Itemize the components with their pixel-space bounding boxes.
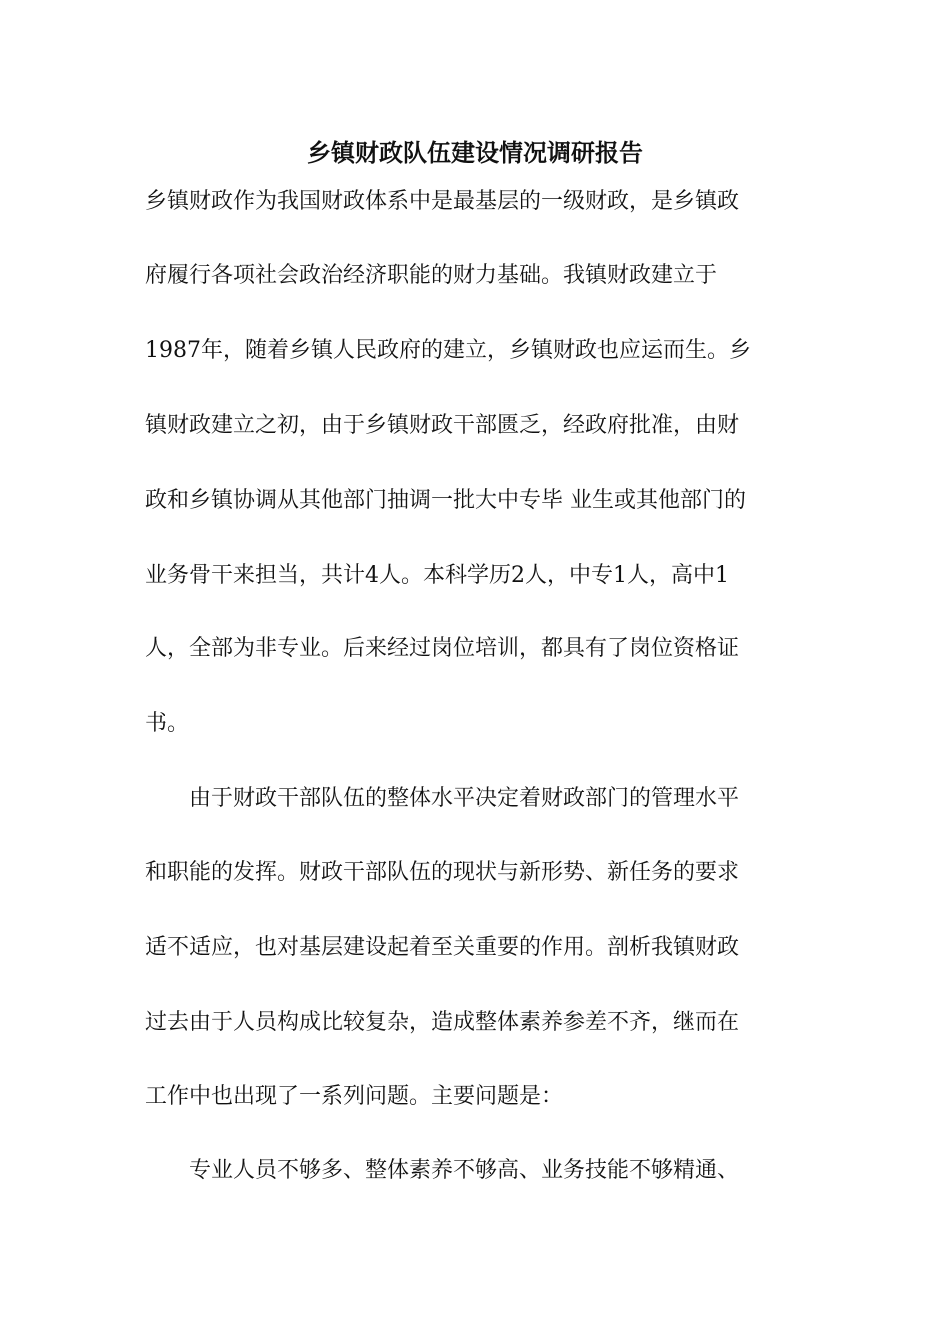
- body-line-3: 1987年，随着乡镇人民政府的建立，乡镇财政也应运而生。乡: [145, 338, 751, 363]
- body-line-6: 业务骨干来担当，共计4人。本科学历2人，中专1人，高中1: [145, 563, 729, 588]
- body-line-11: 适不适应，也对基层建设起着至关重要的作用。剖析我镇财政: [145, 935, 740, 960]
- body-line-7: 人，全部为非专业。后来经过岗位培训，都具有了岗位资格证: [145, 636, 740, 661]
- body-line-8: 书。: [145, 711, 190, 736]
- body-line-2: 府履行各项社会政治经济职能的财力基础。我镇财政建立于: [145, 263, 718, 288]
- body-line-5: 政和乡镇协调从其他部门抽调一批大中专毕 业生或其他部门的: [145, 488, 746, 513]
- body-line-14: 专业人员不够多、整体素养不够高、业务技能不够精通、: [145, 1158, 740, 1183]
- document-title: 乡镇财政队伍建设情况调研报告: [307, 138, 643, 167]
- body-line-1: 乡镇财政作为我国财政体系中是最基层的一级财政，是乡镇政: [145, 189, 740, 214]
- body-line-13: 工作中也出现了一系列问题。主要问题是：: [145, 1084, 564, 1109]
- body-line-10: 和职能的发挥。财政干部队伍的现状与新形势、新任务的要求: [145, 860, 740, 885]
- body-line-12: 过去由于人员构成比较复杂，造成整体素养参差不齐，继而在: [145, 1010, 740, 1035]
- body-line-9: 由于财政干部队伍的整体水平决定着财政部门的管理水平: [145, 786, 740, 811]
- body-line-4: 镇财政建立之初，由于乡镇财政干部匮乏，经政府批准，由财: [145, 413, 740, 438]
